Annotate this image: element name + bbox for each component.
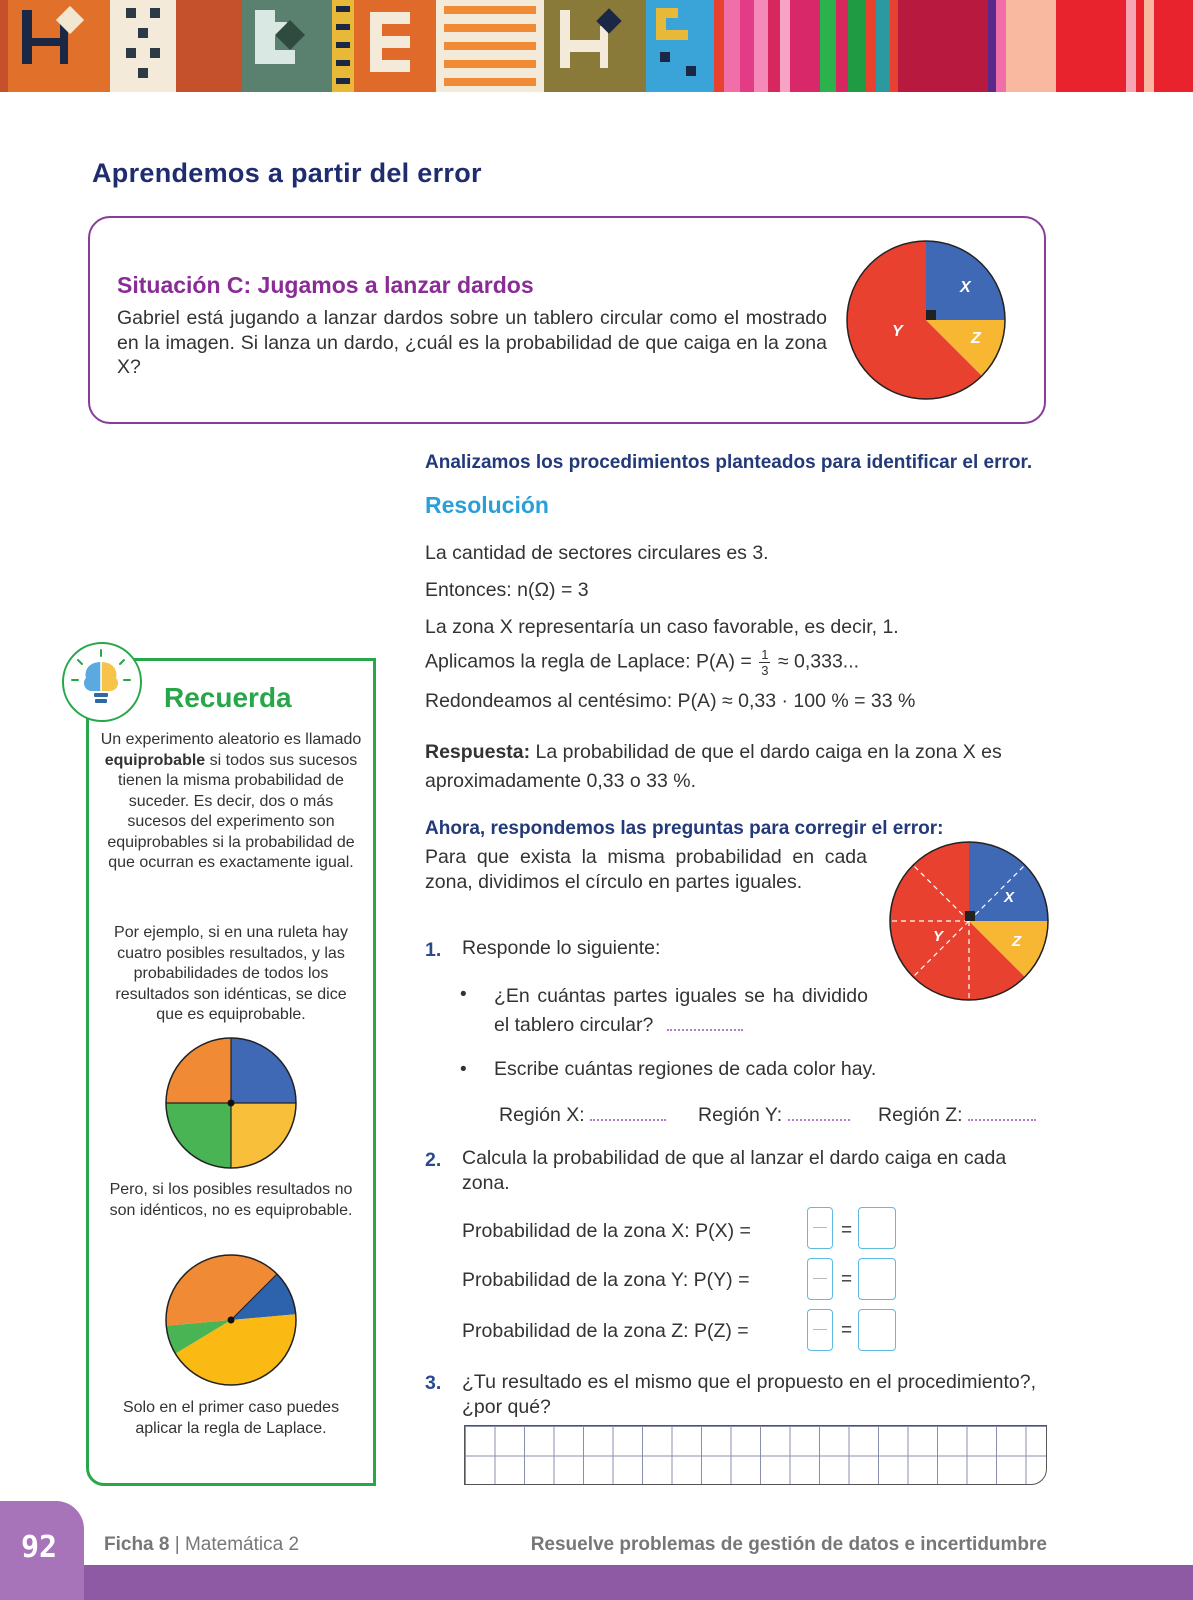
zone-x-label-2: X xyxy=(1004,889,1015,906)
brain-lightbulb-icon xyxy=(62,642,142,722)
laplace-suffix: ≈ 0,333... xyxy=(777,650,860,673)
answer xyxy=(425,738,1050,796)
prob-z-fraction-input[interactable] xyxy=(807,1309,833,1351)
recuerda-paragraph-3: Pero, si los posibles resultados no son idénticos, no es equiprobable. xyxy=(109,1181,353,1219)
prob-y-result-input[interactable] xyxy=(858,1258,896,1300)
fraction-one-third: $\frac{1}{3}$ xyxy=(761,647,769,678)
equals-sign: = xyxy=(841,1269,853,1290)
prob-x-fraction-input[interactable] xyxy=(807,1207,833,1249)
region-y-row: Región Y: xyxy=(698,1103,850,1128)
prob-x-result-input[interactable] xyxy=(858,1207,896,1249)
resolution-line-3: La zona X representaría un caso favorable, es decir, 1. xyxy=(425,616,899,638)
question-1-text: Responde lo siguiente: xyxy=(462,937,661,959)
equiprobable-roulette xyxy=(164,1036,298,1170)
resolution-title: Resolución xyxy=(425,492,549,518)
answer-grid[interactable] xyxy=(464,1425,1047,1485)
non-equiprobable-roulette xyxy=(164,1253,298,1387)
dartboard-three-zones xyxy=(846,240,1012,406)
page-title: Aprendemos a partir del error xyxy=(92,158,482,188)
zone-z-label-2: Z xyxy=(1012,933,1022,950)
prob-y-fraction-input[interactable] xyxy=(807,1258,833,1300)
question-2-text: Calcula la probabilidad de que al lanzar el dardo caiga en cada zona. xyxy=(462,1147,1007,1194)
answer-blank-parts[interactable] xyxy=(667,1013,743,1031)
question-1-number: 1. xyxy=(425,939,442,961)
zone-y-label: Y xyxy=(892,323,903,340)
zone-y-label-2: Y xyxy=(933,928,944,945)
bullet-icon: • xyxy=(460,984,467,1005)
question-3-text: ¿Tu resultado es el mismo que el propuesto en el procedimiento?, ¿por qué? xyxy=(462,1371,1036,1418)
answer-text: La probabilidad de que el dardo caiga en la zona X es aproximadamente 0,33 o 33 %. xyxy=(425,741,1002,792)
question-2-number: 2. xyxy=(425,1149,442,1171)
question-1-bullet-2: Escribe cuántas regiones de cada color hay. xyxy=(494,1058,877,1080)
correction-intro: Ahora, respondemos las preguntas para corregir el error: xyxy=(425,818,944,839)
resolution-line-2: Entonces: n(Ω) = 3 xyxy=(425,579,589,601)
bullet-icon: • xyxy=(460,1059,467,1080)
question-3-number: 3. xyxy=(425,1372,442,1394)
resolution-line-4 xyxy=(425,647,859,678)
footer-ficha: Ficha 8 | Matemática 2 xyxy=(104,1534,300,1555)
footer-competency: Resuelve problemas de gestión de datos e incertidumbre xyxy=(530,1534,1047,1555)
region-z-row: Región Z: xyxy=(878,1103,1036,1128)
prob-z-result-input[interactable] xyxy=(858,1309,896,1351)
situation-text: Gabriel está jugando a lanzar dardos sobre un tablero circular como el mostrado en la imagen. Si lanza un dardo, ¿cuál es la probabilidad de que caiga en la zona X? xyxy=(117,307,827,378)
recuerda-paragraph-2: Por ejemplo, si en una ruleta hay cuatro posibles resultados, y las probabilidades de todos los resultados son idénticas, se dice que es equiprobable. xyxy=(114,924,348,1023)
region-y-blank[interactable] xyxy=(788,1103,850,1121)
prob-z-label: Probabilidad de la zona Z: P(Z) = xyxy=(462,1320,749,1342)
analysis-intro: Analizamos los procedimientos planteados para identificar el error. xyxy=(425,452,1033,473)
resolution-line-5: Redondeamos al centésimo: P(A) ≈ 0,33 · 100 % = 33 % xyxy=(425,690,916,712)
equals-sign: = xyxy=(841,1320,853,1341)
region-x-row: Región X: xyxy=(499,1103,666,1128)
question-1-bullet-1: ¿En cuántas partes iguales se ha dividido el tablero circular? xyxy=(494,985,868,1036)
equal-parts-text: Para que exista la misma probabilidad en cada zona, dividimos el círculo en partes iguales. xyxy=(425,846,867,893)
recuerda-paragraph-1: Un experimento aleatorio es llamado equiprobable si todos sus sucesos tienen la misma probabilidad de suceder. Es decir, dos o más sucesos del experimento son equiprobables si la probabilidad de que ocurran es exactamente igual. xyxy=(100,731,362,871)
footer-bar xyxy=(0,1565,1193,1600)
decorative-banner xyxy=(0,0,1193,92)
answer-label: Respuesta: xyxy=(425,741,531,763)
prob-x-label: Probabilidad de la zona X: P(X) = xyxy=(462,1220,751,1242)
laplace-prefix: Aplicamos la regla de Laplace: P(A) = xyxy=(425,650,752,673)
region-x-blank[interactable] xyxy=(590,1103,666,1121)
region-z-blank[interactable] xyxy=(968,1103,1036,1121)
recuerda-paragraph-4: Solo en el primer caso puedes aplicar la regla de Laplace. xyxy=(122,1399,340,1437)
resolution-line-1: La cantidad de sectores circulares es 3. xyxy=(425,542,769,564)
prob-y-label: Probabilidad de la zona Y: P(Y) = xyxy=(462,1269,750,1291)
page-number: 92 xyxy=(20,1530,58,1565)
zone-z-label: Z xyxy=(971,330,981,347)
situation-title: Situación C: Jugamos a lanzar dardos xyxy=(117,272,534,298)
recuerda-title: Recuerda xyxy=(164,682,292,713)
equals-sign: = xyxy=(841,1220,853,1241)
dartboard-eight-parts xyxy=(888,840,1054,1006)
zone-x-label: X xyxy=(960,279,971,296)
